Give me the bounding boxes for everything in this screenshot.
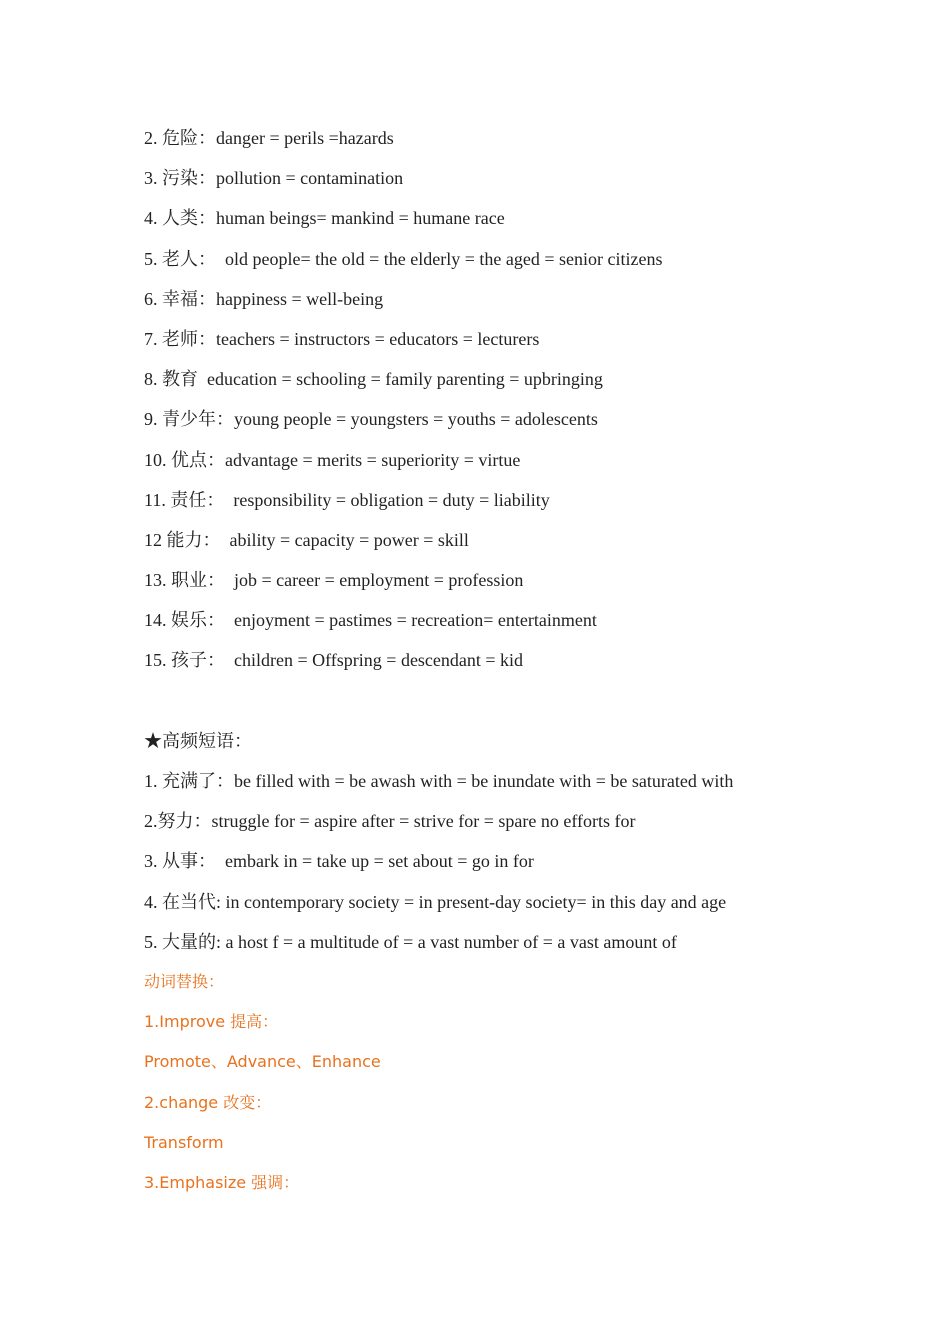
list-item: 14. 娱乐： enjoyment = pastimes = recreation= entertainment bbox=[144, 610, 597, 631]
list-item: 3. 污染：pollution = contamination bbox=[144, 168, 404, 189]
verb-english: Transform bbox=[144, 1132, 224, 1152]
list-item: 9. 青少年：young people = youngsters = youths = adolescents bbox=[144, 409, 598, 430]
list-item: 11. 责任： responsibility = obligation = duty = liability bbox=[144, 489, 550, 510]
list-item: 15. 孩子： children = Offspring = descendant = kid bbox=[144, 650, 524, 671]
verbs-section bbox=[144, 966, 844, 1207]
phrases-section bbox=[144, 725, 844, 966]
list-item: 5. 老人： old people= the old = the elderly = the aged = senior citizens bbox=[144, 248, 663, 269]
list-item: 2. 危险：danger = perils =hazards bbox=[144, 128, 394, 148]
verb-english: Promote、Advance、Enhance bbox=[144, 1052, 381, 1072]
list-item bbox=[144, 1167, 844, 1207]
list-item: 10. 优点：advantage = merits = superiority = virtue bbox=[144, 449, 521, 470]
verb-english: 1.Improve bbox=[144, 1012, 231, 1032]
noun-synonyms-list bbox=[144, 122, 844, 685]
section-heading: ★高频短语： bbox=[144, 730, 252, 751]
list-item: 1. 充满了：be filled with = be awash with = be inundate with = be saturated with bbox=[144, 771, 734, 791]
list-item: 6. 幸福：happiness = well-being bbox=[144, 288, 384, 309]
verb-english: 3.Emphasize bbox=[144, 1172, 252, 1192]
list-item: 4. 人类：human beings= mankind = humane race bbox=[144, 208, 505, 229]
list-item: 2.努力：struggle for = aspire after = strive for = spare no efforts for bbox=[144, 811, 636, 832]
list-item: 4. 在当代: in contemporary society = in present-day society= in this day and age bbox=[144, 891, 727, 912]
list-item bbox=[144, 1046, 844, 1086]
section-heading: 动词替换： bbox=[144, 971, 225, 991]
document-page bbox=[144, 122, 844, 1207]
verb-chinese: 提高： bbox=[230, 1012, 279, 1032]
list-item: 12 能力： ability = capacity = power = skill bbox=[144, 529, 469, 550]
verb-chinese: 改变： bbox=[223, 1092, 272, 1112]
list-item bbox=[144, 1127, 844, 1167]
list-item: 8. 教育 education = schooling = family parenting = upbringing bbox=[144, 369, 603, 390]
blank-line bbox=[144, 685, 844, 725]
verb-english: 2.change bbox=[144, 1092, 224, 1112]
list-item: 3. 从事： embark in = take up = set about = go in for bbox=[144, 851, 534, 872]
list-item: 13. 职业： job = career = employment = profession bbox=[144, 570, 524, 591]
verb-chinese: 强调： bbox=[251, 1172, 300, 1192]
list-item bbox=[144, 1087, 844, 1127]
list-item: 5. 大量的: a host f = a multitude of = a vast number of = a vast amount of bbox=[144, 931, 677, 952]
list-item bbox=[144, 1006, 844, 1046]
list-item: 7. 老师：teachers = instructors = educators = lecturers bbox=[144, 328, 540, 349]
